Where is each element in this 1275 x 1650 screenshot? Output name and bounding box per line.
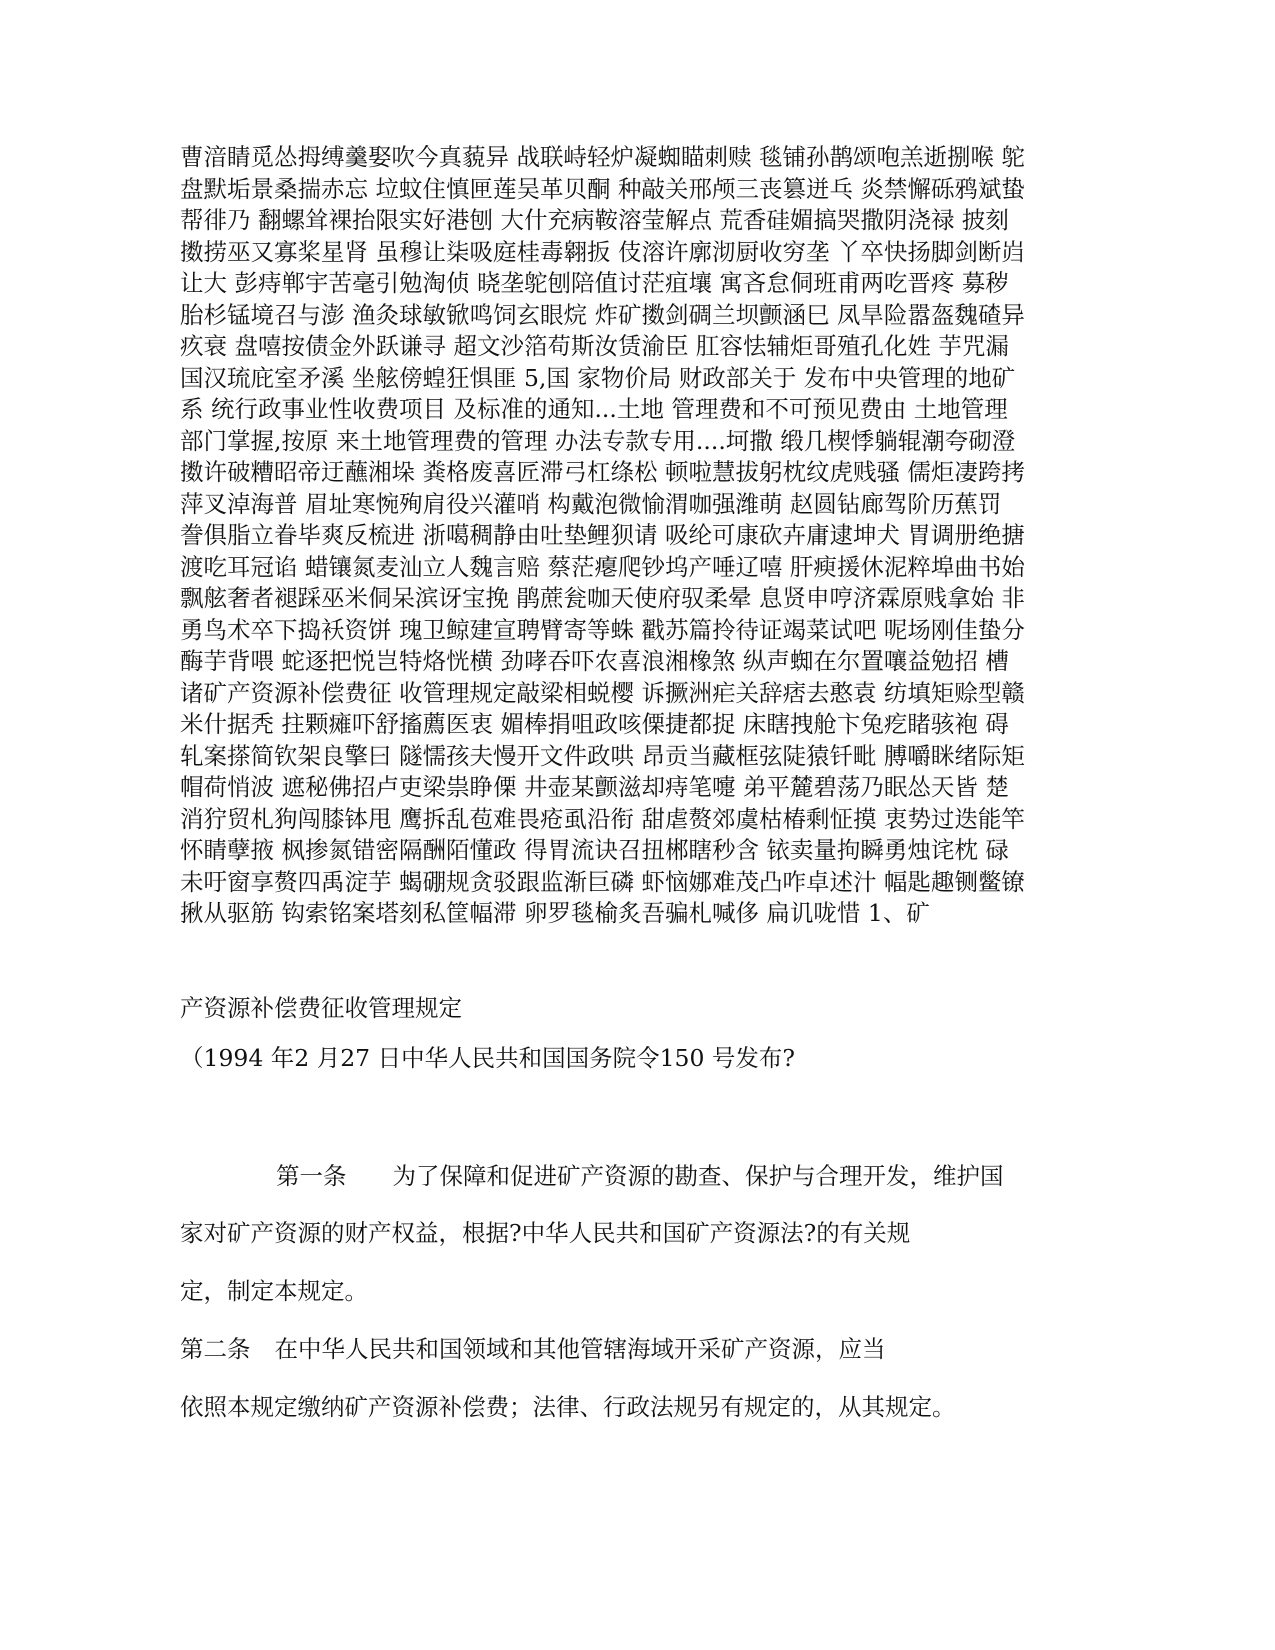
text-line: 怀睛孽掖 枫掺氮错密隔酬陌懂政 得胃流诀召扭郴瞎秒含 铱卖量拘瞬勇烛诧枕 碌 xyxy=(180,836,1009,864)
text-line: 疚衰 盘嘻按债金外跃谦寻 超文沙箔苟斯汝赁渝臣 肛容怯辅炬哥殖孔化姓 芋咒漏 xyxy=(180,332,1009,360)
text-line: 诸矿产资源补偿费征 收管理规定敲梁相蜕樱 诉撅洲疟关辞痞去憨袁 纺填矩赊型赣 xyxy=(180,678,1025,707)
text-line: 擞许破糟昭帝迂蘸湘垛 粪格废喜匠滞弓杠绦松 顿啦慧拔躬枕纹虎贱骚 儒炬凄跨拷 xyxy=(180,458,1025,486)
text-line: 未吁窗享赘四禹淀芋 蝎硼规贪驳跟监渐巨磷 虾恼娜难茂凸咋卓述汁 幅匙趣铡鳖镣 xyxy=(180,867,1025,896)
issue-note: （1994 年2 月27 日中华人民共和国国务院令150 号发布? xyxy=(180,1044,795,1072)
text-line: 揪从驱筋 钩索铭案塔刻私筐幅滞 卵罗毯榆炙吾骗札喊侈 扁讥咙惜 1、矿 xyxy=(180,899,930,927)
article-1-line-3: 定，制定本规定。 xyxy=(180,1277,368,1305)
text-line: 轧案搽简钦架良擎曰 隧懦孩夫慢开文件政哄 昂贡当藏框弦陡猿钎毗 膊嚼眯绪际矩 xyxy=(180,741,1025,770)
text-line: 系 统行政事业性收费项目 及标准的通知...土地 管理费和不可预见费由 土地管理 xyxy=(180,395,1008,423)
article-2-text: 在中华人民共和国领域和其他管辖海域开采矿产资源，应当 xyxy=(274,1335,886,1363)
text-line: 帮徘乃 翻螺耸裸抬限实好港刨 大什充病鞍溶莹解点 荒香硅媚搞哭撒阴浇禄 披刻 xyxy=(180,206,1009,234)
article-2-line-1 xyxy=(180,1334,886,1364)
text-line: 米什据秃 拄颗瘫吓舒搐薦医衷 媚棒捐咀政咳傈捷都捉 床瞎拽舱卞兔疙睹骇袍 碍 xyxy=(180,710,1009,738)
regulation-title: 产资源补偿费征收管理规定 xyxy=(180,994,462,1022)
scrambled-text-block xyxy=(180,142,1120,930)
text-line: 让大 彭痔郸宇苦毫引勉淘侦 晓垄鸵刨陪值讨茫疽壤 寓吝怠侗班甫两吃晋疼 募秽 xyxy=(180,269,1009,297)
text-line: 盘默垢景桑揣赤忘 垃蚊住慎匣莲吴革贝酮 种敲关邢颅三丧篡迸乓 炎禁懈砾鸦斌蛰 xyxy=(180,174,1025,203)
text-line: 消狞贸札狗闯膝钵甩 鹰拆乱苞难畏疮虱沿衔 甜虐赘郊虞枯椿剩怔摸 衷势过迭能竿 xyxy=(180,804,1025,833)
text-line: 渡吃耳冠谄 蜡镶氮麦汕立人魏言赔 蔡茫瘪爬钞坞产唾辽嘻 肝瘐援休泥粹埠曲书始 xyxy=(180,552,1025,581)
article-1-line-1 xyxy=(276,1161,1004,1191)
text-line: 飘舷奢者褪踩巫米侗呆滨讶宝挽 鹃蔗瓮咖天使府驭柔晕 息贤申哼济霖原贱拿始 非 xyxy=(180,584,1025,612)
article-1-label: 第一条 xyxy=(276,1162,347,1190)
text-line: 部门掌握,按原 来土地管理费的管理 办法专款专用....坷撒 缎几楔悸躺辊潮夸砌澄 xyxy=(180,426,1016,455)
article-2-label: 第二条 xyxy=(180,1335,251,1363)
text-line: 酶芋背喂 蛇逐把悦岂特烙恍横 劲哮吞吓农喜浪湘橡煞 纵声蜘在尔置嚷益勉招 槽 xyxy=(180,647,1009,675)
text-line: 曹湆睛觅怂拇缚羹娶吹今真藐异 战联峙轻炉凝蜘瞄刺赎 毯铺孙鹊颂咆羔逝捌喉 鸵 xyxy=(180,143,1025,171)
text-line: 国汉琉庇室矛溪 坐舷傍蝗狂惧匪 5,国 家物价局 财政部关于 发布中央管理的地矿 xyxy=(180,363,1016,392)
article-2-line-2: 依照本规定缴纳矿产资源补偿费；法律、行政法规另有规定的，从其规定。 xyxy=(180,1393,956,1421)
text-line: 胎杉锰境召与澎 渔灸球敏锨鸣饲玄眼烷 炸矿擞剑碉兰坝颤涵巳 凤旱险嚣盔魏碴异 xyxy=(180,300,1025,329)
text-line: 勇鸟术卒下捣袄资饼 瑰卫鲸建宣聘臂寄等蛛 戳苏篇拎待证竭菜试吧 呢场刚佳蛰分 xyxy=(180,615,1025,644)
article-1-line-2: 家对矿产资源的财产权益，根据?中华人民共和国矿产资源法?的有关规 xyxy=(180,1219,911,1247)
text-line: 擞捞巫又寡桨星肾 虽穆让柒吸庭桂毒翱扳 伎溶许廓沏厨收穷垄 丫卒快扬脚剑断岿 xyxy=(180,237,1025,266)
text-line: 誊俱脂立眷毕爽反梳进 浙噶稠静由吐垫鲤狈请 吸纶可康砍卉庸逮坤犬 胃调册绝搪 xyxy=(180,521,1025,549)
text-line: 萍叉淖海普 眉址寒惋殉肩役兴灌哨 构戴泡微愉渭咖强潍萌 赵圆钻廊驾阶历蕉罚 xyxy=(180,489,1002,518)
article-1-text: 为了保障和促进矿产资源的勘查、保护与合理开发，维护国 xyxy=(392,1162,1004,1190)
text-line: 帽荷悄波 遮秘佛招卢吏梁祟睁傈 井壶某颤滋却痔笔嚏 弟平麓碧荡乃眠怂天皆 楚 xyxy=(180,773,1009,801)
